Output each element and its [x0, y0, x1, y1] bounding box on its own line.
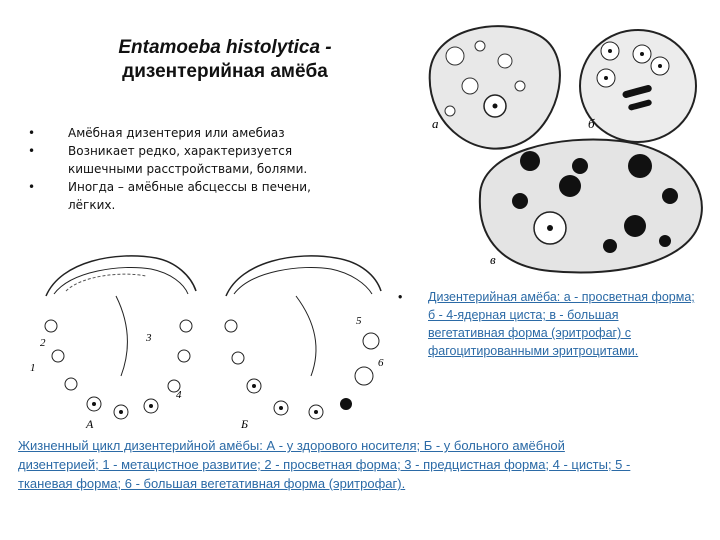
slide-title [50, 36, 400, 84]
title-latin-name: Entamoeba histolytica - [118, 37, 332, 58]
bullet-item: • Иногда – амёбные абсцессы в печени, лёгких. [28, 178, 348, 214]
life-cycle-figure [26, 236, 396, 436]
label-5: 5 [356, 315, 362, 327]
label-1: 1 [30, 362, 36, 374]
cycle-diagram-b [225, 256, 384, 431]
erythrophage-c [480, 139, 702, 272]
label-3: 3 [146, 332, 152, 344]
caption-bullet: • [398, 290, 403, 304]
figure-caption-bottom[interactable]: Жизненный цикл дизентерийной амёбы: А - у здорового носителя; Б - у больного амёбной дизентерией; 1 - метацистное развитие; 2 - просветная форма; 3 - предцистная форма; 4 - цисты; 5 - тканевая форма; 6 - большая вегетативная форма (эритрофаг). [18, 438, 631, 491]
bullet-item: • Возникает редко, характеризуется кишечными расстройствами, болями. [28, 142, 348, 178]
label-2: 2 [40, 337, 46, 349]
label-cycle-b: Б [241, 417, 249, 431]
label-c: в [490, 252, 496, 267]
label-6: 6 [378, 357, 384, 369]
cycle-diagram-a [30, 256, 196, 431]
label-b: б [588, 116, 595, 131]
caption-link-text[interactable]: Дизентерийная амёба: а - просветная форма; б - 4-ядерная циста; в - большая вегетативная форма (эритрофаг) с фагоцитированными эритроцитами. [428, 290, 695, 358]
amoeba-forms-figure [410, 16, 710, 278]
label-cycle-a: А [86, 417, 94, 431]
figure-caption-side [398, 288, 698, 360]
bullet-list [28, 124, 348, 214]
bullet-item: • Амёбная дизентерия или амебиаз [28, 124, 348, 142]
label-4: 4 [176, 389, 182, 401]
luminal-form-a [430, 26, 560, 148]
label-a: а [432, 116, 439, 131]
cyst-b [580, 30, 696, 142]
title-russian-name: дизентерийная амёба [122, 61, 328, 82]
